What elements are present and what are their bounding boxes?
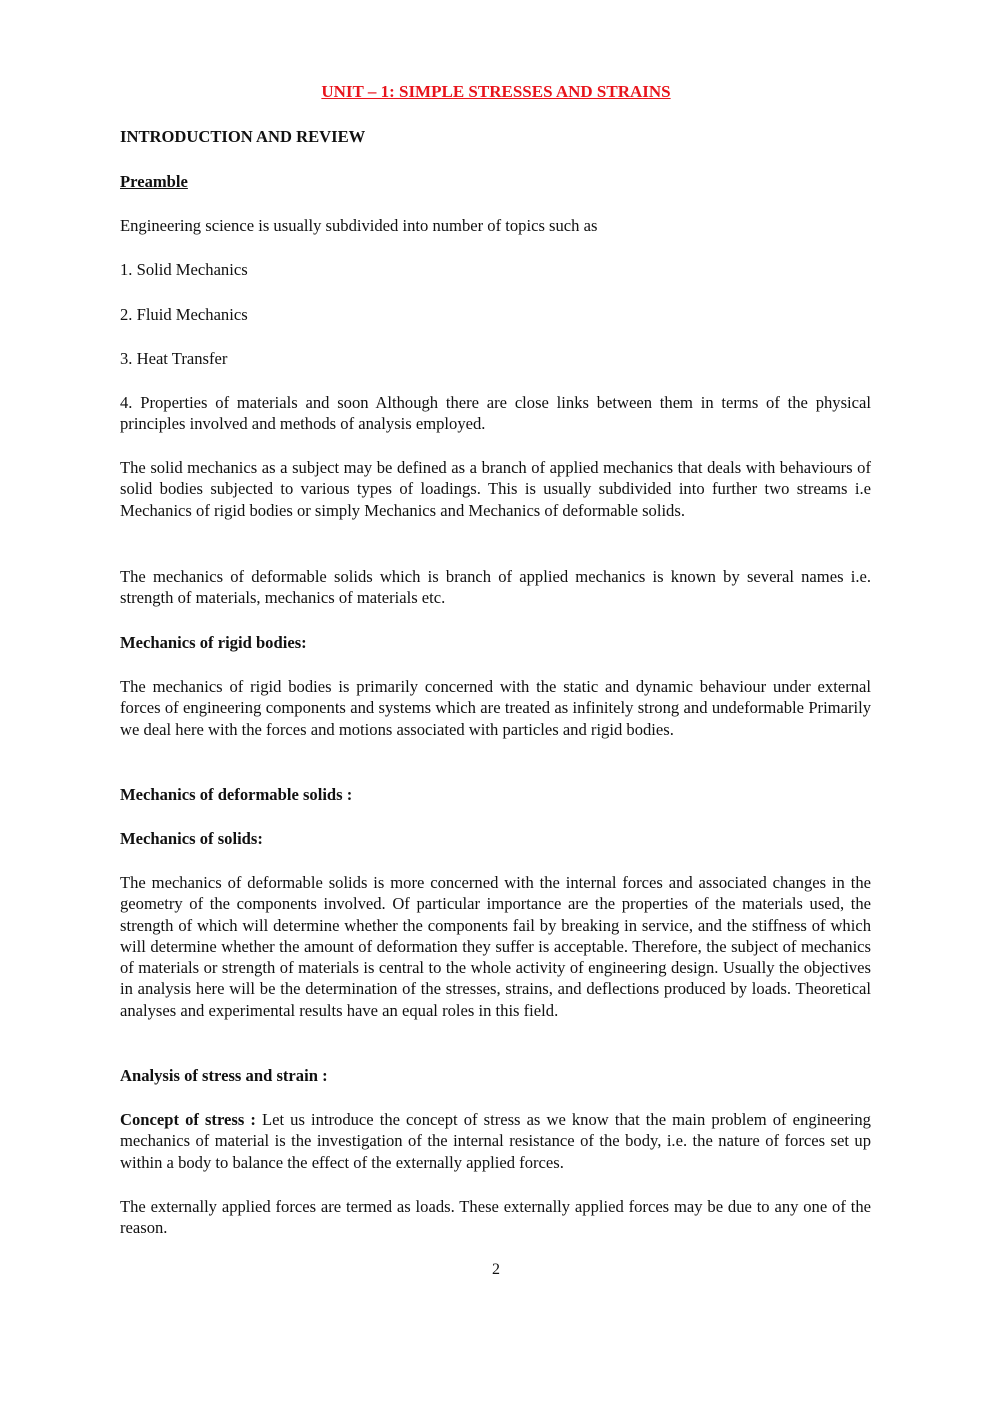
paragraph-mechanics-of-solids: The mechanics of deformable solids is more concerned with the internal forces and associated changes in the geometry of the components involved. Of particular importance are the properties of the materials used, the strength of which will determine whether the components fail by breaking in service, and the stiffness of which will determine whether the amount of deformation they suffer is acceptable. Therefore, the subject of mechanics of materials or strength of materials is central to the whole activity of engineering design. Usually the objectives in analysis here will be the determination of the stresses, strains, and deflections produced by loads. Theoretical analyses and experimental results have an equal roles in this field. [120, 873, 871, 1020]
heading-introduction: INTRODUCTION AND REVIEW [120, 127, 366, 146]
concept-label: Concept of stress : [120, 1110, 256, 1129]
heading-analysis: Analysis of stress and strain : [120, 1066, 328, 1085]
unit-title-text: UNIT – 1: SIMPLE STRESSES AND STRAINS [321, 82, 671, 101]
list-item-4: 4. Properties of materials and soon Although there are close links between them in terms of the physical principles involved and methods of analysis employed. [120, 393, 871, 434]
heading-deformable-solids: Mechanics of deformable solids : [120, 785, 353, 804]
unit-title [0, 82, 992, 102]
list-item-2: 2. Fluid Mechanics [120, 305, 248, 324]
paragraph-engineering: Engineering science is usually subdivided into number of topics such as [120, 216, 598, 235]
list-item-3: 3. Heat Transfer [120, 349, 228, 368]
heading-preamble: Preamble [120, 172, 188, 191]
paragraph-external-loads: The externally applied forces are termed as loads. These externally applied forces may be due to any one of the reason. [120, 1197, 871, 1238]
page-number: 2 [492, 1261, 500, 1278]
heading-mechanics-of-solids: Mechanics of solids: [120, 829, 263, 848]
paragraph-concept-of-stress [120, 1109, 871, 1173]
list-item-1: 1. Solid Mechanics [120, 260, 248, 279]
concept-text: Let us introduce the concept of stress as we know that the main problem of engineering mechanics of material is the investigation of the internal resistance of the body, i.e. the nature of forces set up within a body to balance the effect of the externally applied forces. [120, 1110, 871, 1172]
heading-rigid-bodies: Mechanics of rigid bodies: [120, 633, 307, 652]
paragraph-deformable: The mechanics of deformable solids which is branch of applied mechanics is known by several names i.e. strength of materials, mechanics of materials etc. [120, 567, 871, 608]
paragraph-solid-mechanics: The solid mechanics as a subject may be defined as a branch of applied mechanics that deals with behaviours of solid bodies subjected to various types of loadings. This is usually subdivided into further two streams i.e Mechanics of rigid bodies or simply Mechanics and Mechanics of deformable solids. [120, 458, 871, 520]
paragraph-rigid-bodies: The mechanics of rigid bodies is primarily concerned with the static and dynamic behaviour under external forces of engineering components and systems which are treated as infinitely strong and undeformable Primarily we deal here with the forces and motions associated with particles and rigid bodies. [120, 677, 871, 739]
